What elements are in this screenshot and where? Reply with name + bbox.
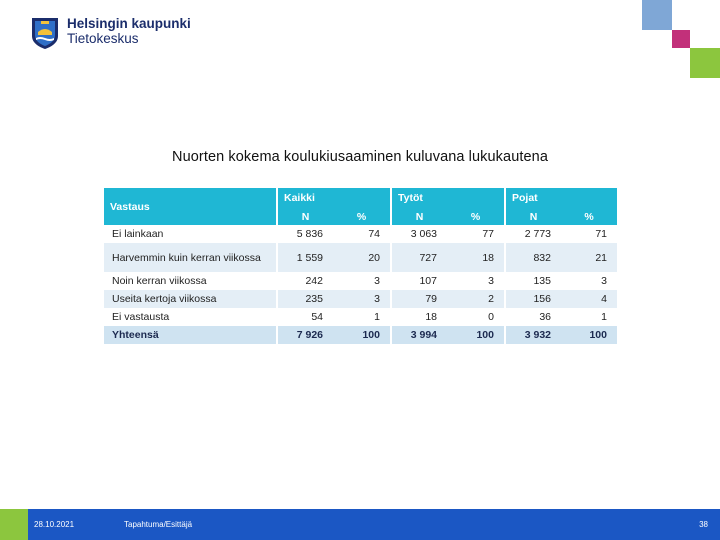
page-number: 38 (699, 520, 708, 529)
subheader: % (447, 208, 504, 225)
cell: 79 (390, 290, 447, 308)
subheader: N (390, 208, 447, 225)
footer-event: Tapahtuma/Esittäjä (124, 520, 193, 529)
table-row (104, 308, 617, 326)
cell: 0 (488, 311, 494, 323)
cell: 1 559 (276, 243, 333, 272)
logo-name: Helsingin kaupunki (67, 16, 191, 31)
cell: 135 (504, 272, 561, 290)
helsinki-logo (30, 16, 191, 50)
cell: 5 836 (276, 225, 333, 243)
cell: 1 (374, 311, 380, 323)
cell: 100 (561, 326, 617, 344)
group-header-kaikki: Kaikki (276, 188, 390, 208)
cell: 3 (488, 275, 494, 287)
subheader: N (276, 208, 333, 225)
cell: 7 926 (276, 326, 333, 344)
slide-title: Nuorten kokema koulukiusaaminen kuluvana lukukautena (172, 149, 548, 165)
table-header-label: Vastaus (104, 188, 276, 225)
cell: 54 (276, 308, 333, 326)
table-row (104, 272, 617, 290)
cell: 100 (333, 326, 390, 344)
subheader: % (561, 208, 617, 225)
row-label: Useita kertoja viikossa (104, 290, 276, 308)
row-label: Ei lainkaan (112, 228, 164, 240)
cell: 107 (390, 272, 447, 290)
cell: 3 994 (390, 326, 447, 344)
row-label: Harvemmin kuin kerran viikossa (104, 243, 276, 272)
total-label: Yhteensä (104, 326, 276, 344)
decor-square-pink (672, 30, 690, 48)
cell: 77 (482, 228, 494, 240)
cell: 2 773 (504, 225, 561, 243)
row-label: Noin kerran viikossa (112, 275, 207, 287)
cell: 18 (390, 308, 447, 326)
cell: 4 (561, 290, 617, 308)
footer-date: 28.10.2021 (34, 520, 75, 529)
cell: 3 (601, 275, 607, 287)
cell: 100 (447, 326, 504, 344)
table-row (104, 290, 617, 308)
cell: 832 (504, 243, 561, 272)
cell: 3 063 (390, 225, 447, 243)
cell: 36 (504, 308, 561, 326)
subheader: % (333, 208, 390, 225)
cell: 21 (561, 243, 617, 272)
group-header-pojat: Pojat (504, 188, 617, 208)
cell: 74 (368, 228, 380, 240)
table-total-row (104, 326, 617, 344)
cell: 242 (276, 272, 333, 290)
table-row (104, 243, 617, 272)
cell: 3 (374, 275, 380, 287)
cell: 156 (504, 290, 561, 308)
cell: 3 (333, 290, 390, 308)
cell: 20 (333, 243, 390, 272)
cell: 18 (447, 243, 504, 272)
cell: 2 (447, 290, 504, 308)
decor-square-green (690, 48, 720, 78)
cell: 727 (390, 243, 447, 272)
footer-accent (0, 509, 28, 540)
cell: 235 (276, 290, 333, 308)
footer-bar (0, 509, 720, 540)
data-table (104, 188, 617, 344)
cell: 1 (601, 311, 607, 323)
table-row (104, 225, 617, 243)
cell: 71 (595, 228, 607, 240)
subheader: N (504, 208, 561, 225)
cell: 3 932 (504, 326, 561, 344)
row-label: Ei vastausta (112, 311, 170, 323)
helsinki-crest-icon (30, 16, 60, 50)
group-header-tytot: Tytöt (390, 188, 504, 208)
logo-unit: Tietokeskus (67, 31, 139, 46)
decor-square-blue (642, 0, 672, 30)
